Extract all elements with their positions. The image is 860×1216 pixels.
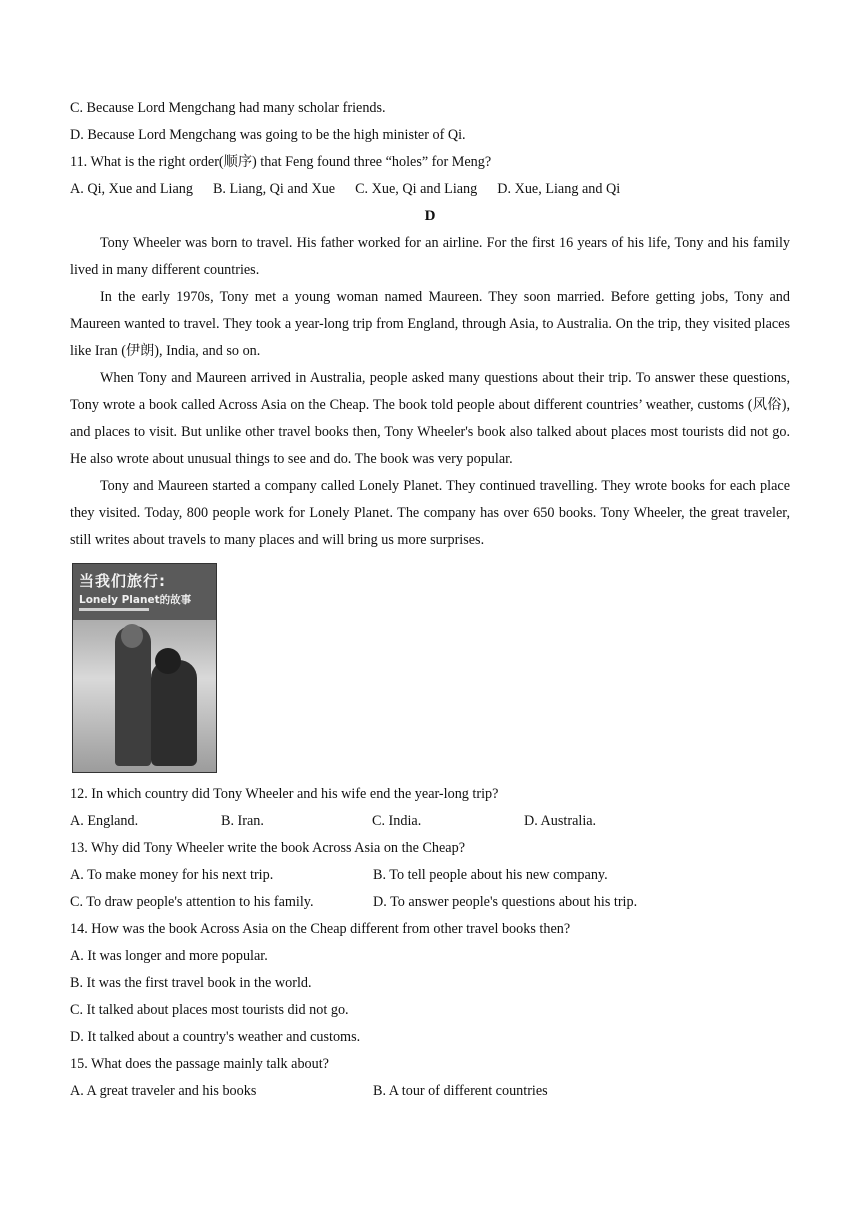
q12-option-d: D. Australia. xyxy=(524,813,597,829)
q13-option-d: D. To answer people's questions about his trip. xyxy=(373,894,638,910)
option-d-q10: D. Because Lord Mengchang was going to be the high minister of Qi. xyxy=(70,127,466,143)
q13-option-b: B. To tell people about his new company. xyxy=(373,867,608,883)
book-cover-subtitle: Lonely Planet的故事 xyxy=(79,594,192,606)
q11-option-a: A. Qi, Xue and Liang xyxy=(70,181,193,197)
question-13: 13. Why did Tony Wheeler write the book Across Asia on the Cheap? xyxy=(70,840,465,856)
question-13-options-row-2 xyxy=(70,889,790,916)
q13-option-a: A. To make money for his next trip. xyxy=(70,867,274,883)
document-page xyxy=(70,95,790,1105)
passage-paragraph-1: Tony Wheeler was born to travel. His father worked for an airline. For the first 16 years of his life, Tony and his family lived in many different countries. xyxy=(70,235,790,278)
q11-option-b: B. Liang, Qi and Xue xyxy=(212,181,336,197)
q15-option-b: B. A tour of different countries xyxy=(373,1083,548,1099)
q14-option-b: B. It was the first travel book in the world. xyxy=(70,975,312,991)
question-12: 12. In which country did Tony Wheeler and his wife end the year-long trip? xyxy=(70,786,499,802)
woman-head xyxy=(155,648,181,674)
q15-option-a: A. A great traveler and his books xyxy=(70,1083,257,1099)
option-c-q10: C. Because Lord Mengchang had many scholar friends. xyxy=(70,100,386,116)
passage-paragraph-2: In the early 1970s, Tony met a young woman named Maureen. They soon married. Before getting jobs, Tony and Maureen wanted to travel. They took a year-long trip from England, through Asia, to Australia. On the trip, they visited places like Iran (伊朗), India, and so on. xyxy=(70,289,790,359)
book-cover-title: 当我们旅行: xyxy=(79,572,166,590)
q12-option-a: A. England. xyxy=(70,813,139,829)
q11-option-c: C. Xue, Qi and Liang xyxy=(355,181,478,197)
q12-option-c: C. India. xyxy=(372,813,422,829)
passage-paragraph-3: When Tony and Maureen arrived in Australia, people asked many questions about their trip. To answer these questions, Tony wrote a book called Across Asia on the Cheap. The book told people about different countries’ weather, customs (风俗), and places to visit. But unlike other travel books then, Tony Wheeler's book also talked about places most tourists did not go. He also wrote about unusual things to see and do. The book was very popular. xyxy=(70,370,790,467)
book-cover-image xyxy=(72,563,217,773)
man-head xyxy=(121,624,143,648)
passage-paragraph-4: Tony and Maureen started a company called Lonely Planet. They continued travelling. They wrote books for each place they visited. Today, 800 people work for Lonely Planet. The company has over 650 books. Tony Wheeler, the great traveler, still writes about travels to many places and will bring us more surprises. xyxy=(70,478,790,548)
section-title: D xyxy=(424,208,436,224)
q14-option-d: D. It talked about a country's weather and customs. xyxy=(70,1029,361,1045)
q12-option-b: B. Iran. xyxy=(221,813,264,829)
question-15: 15. What does the passage mainly talk about? xyxy=(70,1056,329,1072)
q14-option-a: A. It was longer and more popular. xyxy=(70,948,268,964)
question-13-options-row-1 xyxy=(70,862,790,889)
q13-option-c: C. To draw people's attention to his family. xyxy=(70,894,314,910)
question-14: 14. How was the book Across Asia on the Cheap different from other travel books then? xyxy=(70,921,571,937)
q14-option-c: C. It talked about places most tourists did not go. xyxy=(70,1002,349,1018)
book-cover-author-line xyxy=(79,608,149,611)
question-12-options xyxy=(70,808,790,835)
question-11-options xyxy=(70,176,790,203)
question-15-options xyxy=(70,1078,790,1105)
woman-figure xyxy=(151,660,197,766)
question-11: 11. What is the right order(顺序) that Feng found three “holes” for Meng? xyxy=(70,154,492,170)
q11-option-d: D. Xue, Liang and Qi xyxy=(497,181,621,197)
